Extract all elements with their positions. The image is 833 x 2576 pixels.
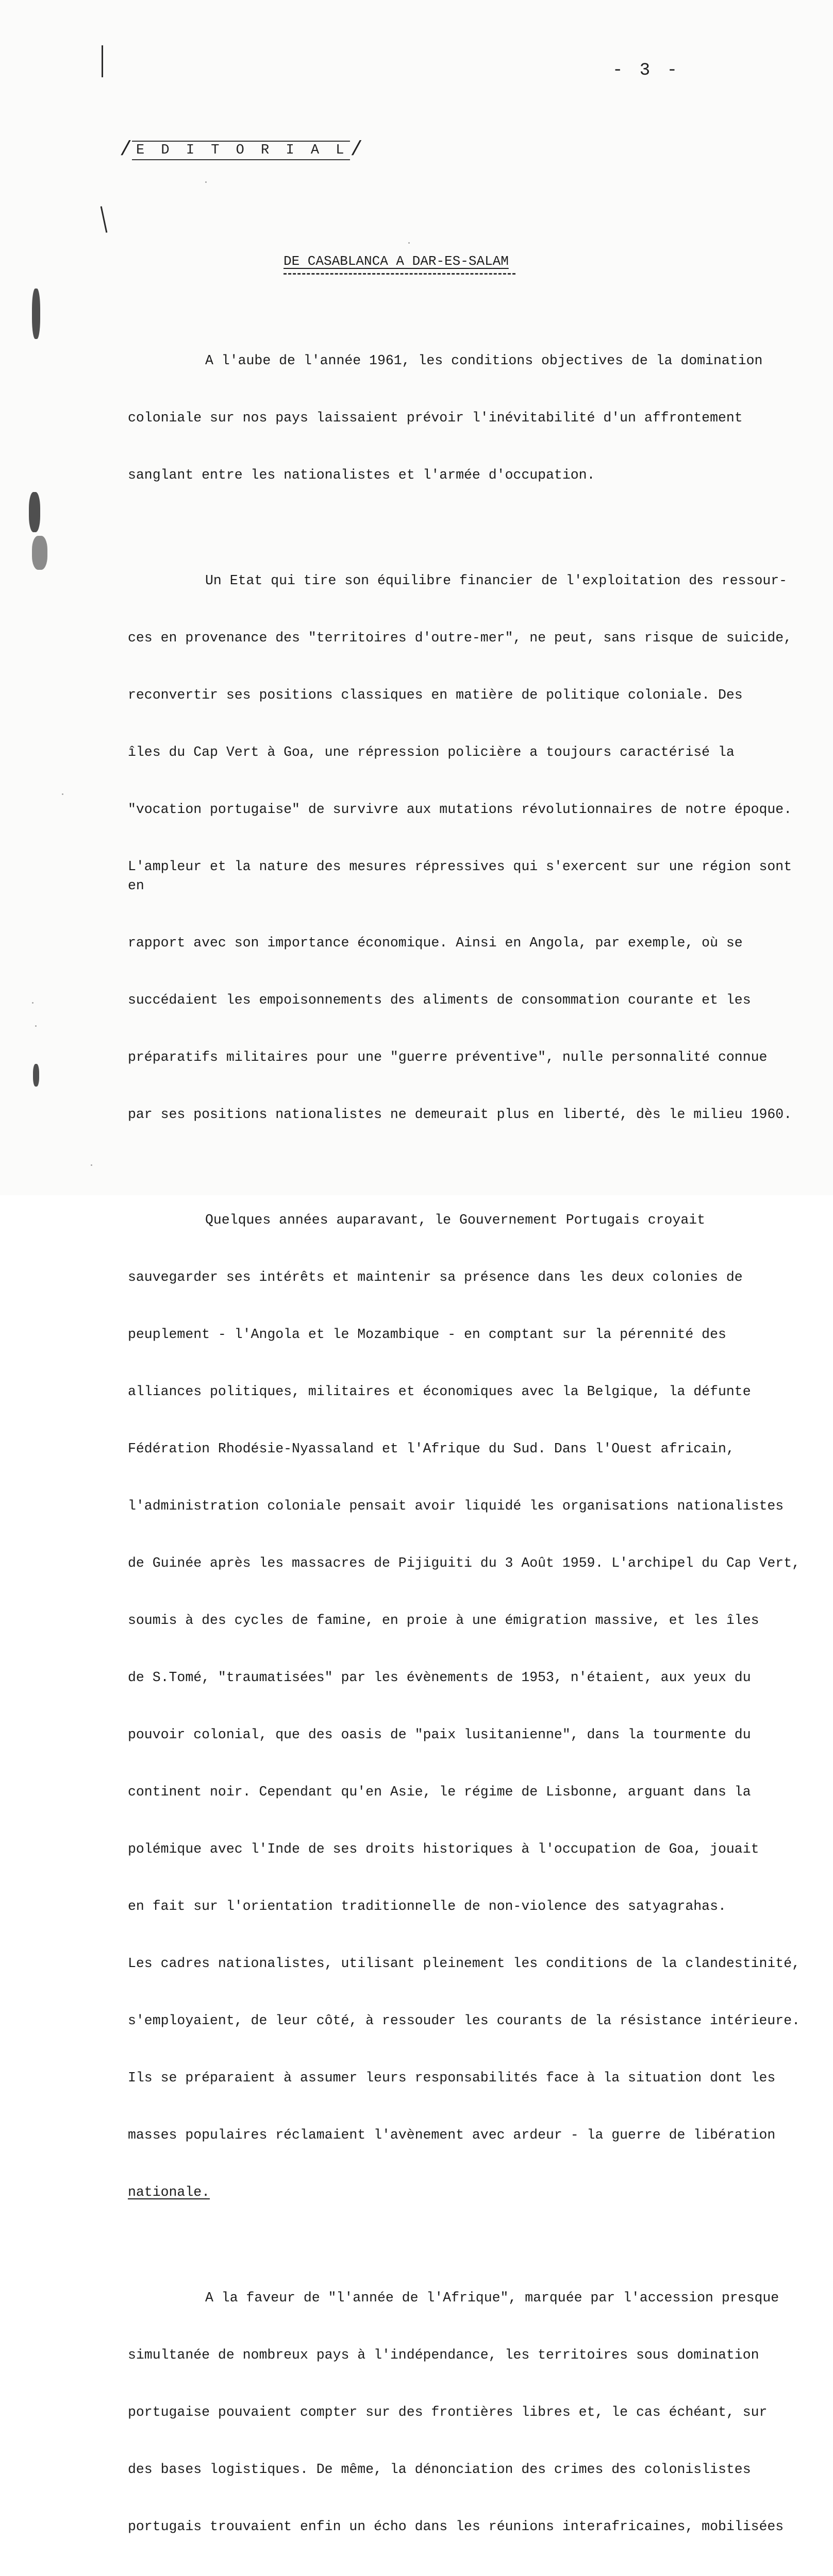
text-line: ces en provenance des "territoires d'outre-mer", ne peut, sans risque de suicide, xyxy=(128,630,792,646)
text-line: soumis à des cycles de famine, en proie à une émigration massive, et les îles xyxy=(128,1613,759,1628)
headline: DE CASABLANCA A DAR-ES-SALAM xyxy=(284,253,509,269)
text-line: préparatifs militaires pour une "guerre préventive", nulle personnalité connue xyxy=(128,1049,768,1065)
text-line: Fédération Rhodésie-Nyassaland et l'Afrique du Sud. Dans l'Ouest africain, xyxy=(128,1441,735,1456)
text-line: portugaise pouvaient compter sur des frontières libres et, le cas échéant, sur xyxy=(128,2404,768,2420)
text-line: rapport avec son importance économique. Ainsi en Angola, par exemple, où se xyxy=(128,935,743,951)
text-line: en fait sur l'orientation traditionnelle de non-violence des satyagrahas. xyxy=(128,1899,726,1914)
text-line: coloniale sur nos pays laissaient prévoir l'inévitabilité d'un affrontement xyxy=(128,410,743,426)
text-line: peuplement - l'Angola et le Mozambique - en comptant sur la pérennité des xyxy=(128,1327,726,1342)
scan-speck xyxy=(91,1164,92,1166)
slash-left: / xyxy=(120,139,132,162)
margin-blot xyxy=(32,536,47,570)
section-label: E D I T O R I A L xyxy=(132,141,350,160)
paragraph-first-line: Un Etat qui tire son équilibre financier de l'exploitation des ressour- xyxy=(205,573,788,588)
text-line: par ses positions nationalistes ne demeurait plus en liberté, dès le milieu 1960. xyxy=(128,1107,792,1122)
text-line: succédaient les empoisonnements des aliments de consommation courante et les xyxy=(128,992,751,1008)
paragraph-first-line: A l'aube de l'année 1961, les conditions objectives de la domination xyxy=(205,353,763,368)
text-line: sauvegarder ses intérêts et maintenir sa présence dans les deux colonies de xyxy=(128,1269,743,1285)
paragraph xyxy=(128,313,808,523)
margin-line-mark xyxy=(101,206,108,232)
text-line: Ils se préparaient à assumer leurs responsabilités face à la situation dont les xyxy=(128,2070,776,2086)
section-label-box xyxy=(120,139,362,162)
margin-blot xyxy=(29,492,40,532)
paragraph-first-line: A la faveur de "l'année de l'Afrique", marquée par l'accession presque xyxy=(205,2290,779,2306)
text-line: îles du Cap Vert à Goa, une répression policière a toujours caractérisé la xyxy=(128,744,735,760)
text-line: polémique avec l'Inde de ses droits historiques à l'occupation de Goa, jouait xyxy=(128,1841,759,1857)
text-line: nationale. xyxy=(128,2184,210,2200)
text-line: "vocation portugaise" de survivre aux mutations révolutionnaires de notre époque. xyxy=(128,802,792,817)
text-line: de S.Tomé, "traumatisées" par les évènements de 1953, n'étaient, aux yeux du xyxy=(128,1670,751,1685)
margin-blot xyxy=(33,1064,39,1087)
text-line: pouvoir colonial, que des oasis de "paix lusitanienne", dans la tourmente du xyxy=(128,1727,751,1742)
text-line: de Guinée après les massacres de Pijiguiti du 3 Août 1959. L'archipel du Cap Vert, xyxy=(128,1555,801,1571)
editorial-body xyxy=(128,313,808,2576)
paragraph xyxy=(128,533,808,1162)
text-line: continent noir. Cependant qu'en Asie, le régime de Lisbonne, arguant dans la xyxy=(128,1784,751,1800)
text-line: sanglant entre les nationalistes et l'armée d'occupation. xyxy=(128,467,595,483)
scan-speck xyxy=(205,181,207,183)
headline-dashed-rule xyxy=(284,273,515,275)
slash-right: / xyxy=(350,139,363,162)
text-line: Les cadres nationalistes, utilisant pleinement les conditions de la clandestinité, xyxy=(128,1956,801,1971)
text-line: l'administration coloniale pensait avoir liquidé les organisations nationalistes xyxy=(128,1498,784,1514)
paragraph xyxy=(128,1173,808,2240)
page-number: - 3 - xyxy=(612,61,681,80)
text-line: portugais trouvaient enfin un écho dans les réunions interafricaines, mobilisées xyxy=(128,2519,784,2534)
text-line: simultanée de nombreux pays à l'indépendance, les territoires sous domination xyxy=(128,2347,759,2363)
margin-blot xyxy=(32,289,40,339)
text-line: L'ampleur et la nature des mesures répressives qui s'exercent sur une région sont en xyxy=(128,859,801,893)
text-line: s'employaient, de leur côté, à ressouder les courants de la résistance intérieure. xyxy=(128,2013,801,2028)
paragraph xyxy=(128,2250,808,2576)
text-line: reconvertir ses positions classiques en matière de politique coloniale. Des xyxy=(128,687,743,703)
text-line: alliances politiques, militaires et économiques avec la Belgique, la défunte xyxy=(128,1384,751,1399)
paragraph-first-line: Quelques années auparavant, le Gouvernement Portugais croyait xyxy=(205,1212,706,1228)
margin-line-mark xyxy=(102,45,103,77)
text-line: des bases logistiques. De même, la dénonciation des crimes des colonislistes xyxy=(128,2462,751,2477)
text-line: masses populaires réclamaient l'avènement avec ardeur - la guerre de libération xyxy=(128,2127,776,2143)
scan-speck xyxy=(408,242,410,244)
scan-speck xyxy=(35,1025,37,1027)
scan-speck xyxy=(62,793,63,795)
scan-speck xyxy=(32,1002,34,1004)
